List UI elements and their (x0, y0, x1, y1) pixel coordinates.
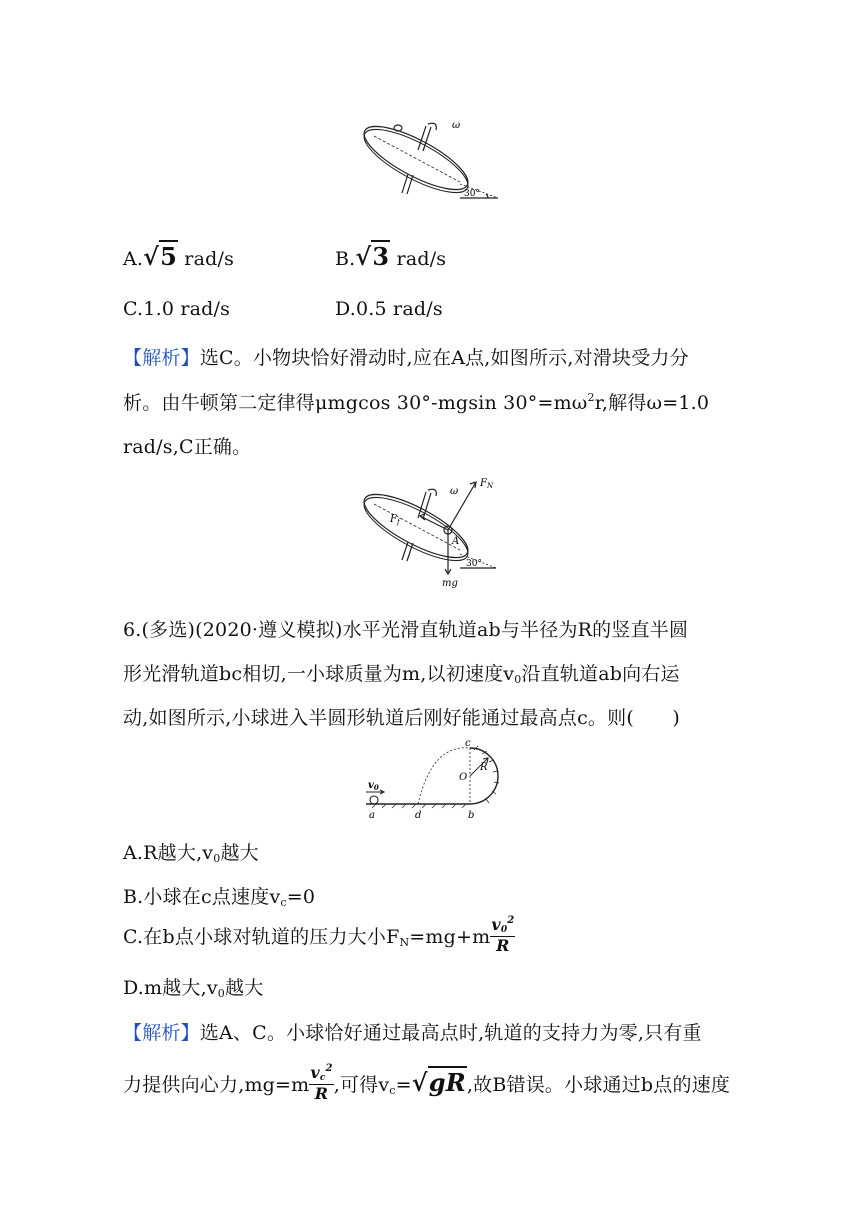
q6-c-num: v (491, 915, 501, 934)
angle-label: 30° (466, 559, 482, 569)
analysis2-line2 (123, 1063, 731, 1103)
q6-c-num-sup: 2 (507, 915, 515, 926)
point-c: c (465, 738, 471, 749)
q6-b-sub: c (280, 896, 287, 909)
sqrt-icon: √3 (355, 242, 390, 271)
radius-label: R (480, 762, 488, 773)
q6-c-text1: C.在b点小球对轨道的压力大小F (123, 926, 400, 948)
q6-c-fraction (490, 916, 515, 954)
point-d: d (415, 810, 422, 821)
q6-a-text1: A.R越大,v (123, 842, 214, 864)
option-c: C.1.0 rad/s (123, 298, 231, 320)
option-a-unit: rad/s (178, 248, 235, 270)
q6-b-text2: =0 (286, 886, 316, 908)
analysis2-text2d: ,故B错误。小球通过b点的速度 (466, 1074, 731, 1096)
q6-d-text2: 越大 (225, 977, 264, 999)
analysis1-text2b: r,解得ω=1.0 (594, 392, 710, 414)
analysis2-text2a: 力提供向心力,mg=m (123, 1074, 310, 1096)
analysis2-sub: c (389, 1084, 396, 1097)
sqrt-icon: √5 (143, 242, 178, 271)
analysis2-fraction (309, 1064, 333, 1102)
ff-label: $F_f$ (390, 514, 400, 526)
q6-line2 (123, 659, 680, 686)
q6-c-num-sub: 0 (500, 925, 508, 935)
analysis1-line2 (123, 388, 709, 415)
v0-label: $v_0$ (368, 780, 379, 792)
analysis-tag: 【解析】 (123, 1022, 200, 1044)
q6-line3: 动,如图所示,小球进入半圆形轨道后刚好能通过最高点c。则( ) (123, 707, 680, 729)
point-b: b (468, 810, 475, 821)
analysis2-root: gR (428, 1068, 466, 1097)
omega-label: ω (450, 486, 459, 497)
q6-line1: 6.(多选)(2020·遵义模拟)水平光滑直轨道ab与半径为R的竖直半圆 (123, 619, 689, 641)
q6-d-text1: D.m越大,v (123, 977, 218, 999)
option-a-root: 5 (160, 242, 178, 271)
q6-c-den: R (496, 936, 510, 955)
option-b-prefix: B. (335, 248, 356, 270)
q6-a-sub: 0 (213, 852, 221, 865)
q6-b-text1: B.小球在c点速度v (123, 886, 281, 908)
analysis1-sup: 2 (587, 391, 595, 404)
analysis1-text2a: 析。由牛顿第二定律得μmgcos 30°-mgsin 30°=mω (123, 392, 588, 414)
q6-c-sub: N (399, 936, 410, 949)
q6-sub: 0 (514, 673, 522, 686)
mg-label: mg (442, 578, 458, 589)
option-b-unit: rad/s (390, 248, 447, 270)
figure-force-analysis (358, 474, 498, 590)
analysis2-text2c: = (395, 1074, 412, 1096)
angle-label: 30° (464, 189, 480, 199)
option-a (123, 242, 234, 271)
q6-option-d (123, 973, 263, 1000)
point-a-label: A (452, 536, 460, 547)
analysis2-text1: 选A、C。小球恰好通过最高点时,轨道的支持力为零,只有重 (199, 1022, 702, 1044)
analysis1-line3: rad/s,C正确。 (123, 436, 252, 458)
q6-c-text2: =mg+m (409, 926, 491, 948)
q6-a-text2: 越大 (220, 842, 259, 864)
analysis2-num-sub: c (319, 1073, 326, 1083)
analysis2-den: R (314, 1084, 329, 1103)
option-a-prefix: A. (123, 248, 144, 270)
analysis2-line1 (123, 1018, 702, 1045)
point-o: O (459, 772, 468, 783)
sqrt-icon: √gR (411, 1068, 466, 1097)
analysis2-num: v (310, 1063, 320, 1082)
option-d: D.0.5 rad/s (335, 298, 443, 320)
analysis2-text2b: ,可得v (333, 1074, 390, 1096)
figure-track (362, 738, 522, 822)
fn-label: $F_N$ (480, 478, 494, 490)
point-a: a (369, 810, 375, 821)
q6-text2b: 沿直轨道ab向右运 (521, 663, 680, 685)
q6-option-a (123, 838, 259, 865)
analysis1-text1: 选C。小物块恰好滑动时,应在A点,如图所示,对滑块受力分 (199, 347, 689, 369)
q6-text2a: 形光滑轨道bc相切,一小球质量为m,以初速度v (123, 663, 515, 685)
analysis2-num-sup: 2 (325, 1063, 333, 1074)
option-b (335, 242, 446, 271)
omega-label: ω (452, 120, 461, 131)
analysis-tag: 【解析】 (123, 347, 200, 369)
q6-option-c (123, 915, 515, 955)
q6-option-b (123, 882, 315, 909)
figure-rotating-disk (360, 114, 500, 206)
option-b-root: 3 (372, 242, 390, 271)
q6-d-sub: 0 (217, 987, 225, 1000)
analysis1-line1 (123, 343, 689, 370)
